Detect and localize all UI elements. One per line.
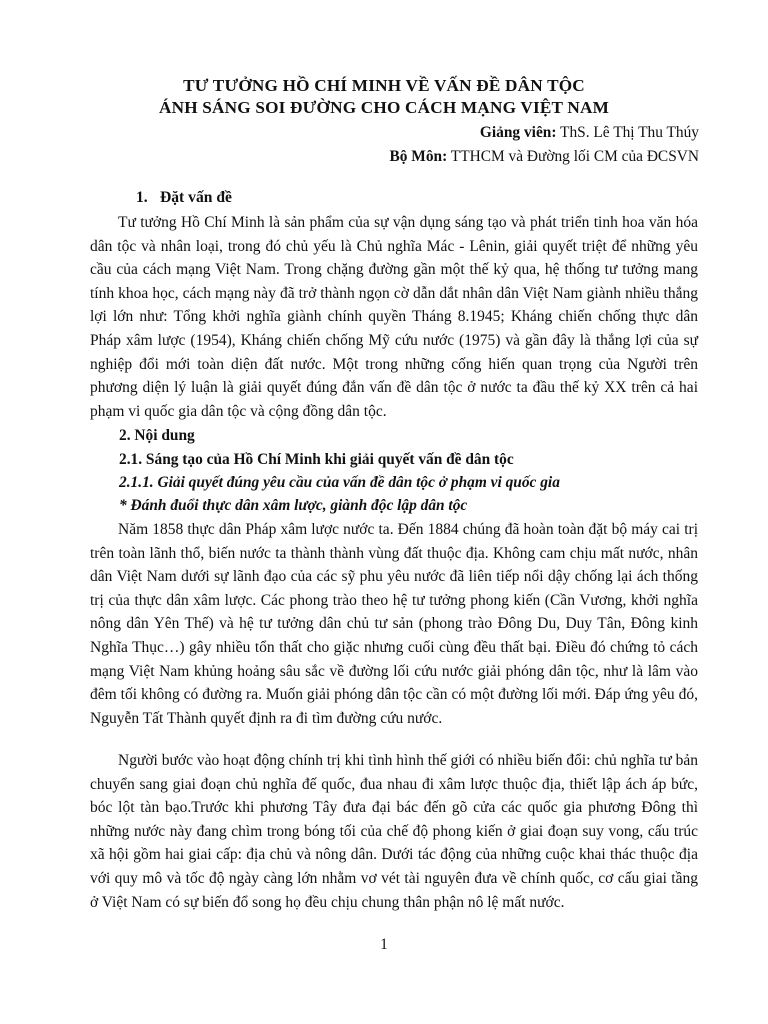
department-label: Bộ Môn: (389, 148, 448, 165)
section-1-paragraph: Tư tưởng Hồ Chí Minh là sản phẩm của sự vận dụng sáng tạo và phát triển tinh hoa văn hóa dân tộc và nhân loại, trong đó chủ yếu là Chủ nghĩa Mác - Lênin, giải quyết triệt để những yêu cầu của cách mạng Việt Nam. Trong chặng đường gần một thế kỷ qua, hệ thống tư tưởng mang tính khoa học, cách mạng này đã trở thành ngọn cờ dẫn dắt nhân dân Việt Nam giành nhiều thắng lợi lớn như: Tổng khởi nghĩa giành chính quyền Tháng 8.1945; Kháng chiến chống thực dân Pháp xâm lược (1954), Kháng chiến chống Mỹ cứu nước (1975) và gần đây là thắng lợi của sự nghiệp đổi mới toàn diện đất nước. Một trong những cống hiến quan trọng của Người trên phương diện lý luận là giải quyết đúng đắn vấn đề dân tộc ở nước ta đầu thế kỷ XX trên cả hai phạm vi quốc gia dân tộc và cộng đồng dân tộc. (90, 214, 698, 420)
lecturer-label: Giảng viên: (479, 124, 557, 141)
lecturer-name: ThS. Lê Thị Thu Thúy (560, 124, 699, 141)
subsection-2-1-heading: 2.1. Sáng tạo của Hồ Chí Minh khi giải quyết vấn đề dân tộc (119, 451, 514, 468)
lecturer-line (480, 124, 699, 142)
section-1-heading (136, 189, 232, 207)
department-name: TTHCM và Đường lối CM của ĐCSVN (450, 148, 699, 165)
page-number: 1 (380, 936, 388, 953)
document-title-line-2: ÁNH SÁNG SOI ĐƯỜNG CHO CÁCH MẠNG VIỆT NAM (158, 98, 609, 117)
document-title-line-1: TƯ TƯỞNG HỒ CHÍ MINH VỀ VẤN ĐỀ DÂN TỘC (183, 76, 585, 95)
section-2-heading: 2. Nội dung (119, 427, 195, 444)
section-1-number: 1. (136, 189, 148, 206)
department-line (390, 148, 700, 166)
section-2-paragraph-1: Năm 1858 thực dân Pháp xâm lược nước ta. Đến 1884 chúng đã hoàn toàn đặt bộ máy cai trị trên toàn lãnh thổ, biến nước ta thành thành vùng đất thuộc địa. Không cam chịu mất nước, nhân dân Việt Nam dưới sự lãnh đạo của các sỹ phu yêu nước đã liên tiếp nổi dậy chống lại ách thống trị của thực dân xâm lược. Các phong trào theo hệ tư tưởng phong kiến (Cần Vương, khởi nghĩa nông dân Yên Thế) và hệ tư tưởng dân chủ tư sản (phong trào Đông Du, Duy Tân, Đông kinh Nghĩa Thục…) gây nhiều tổn thất cho giặc nhưng cuối cùng đều thất bại. Điều đó chứng tỏ cách mạng Việt Nam khủng hoảng sâu sắc về đường lối cứu nước giải phóng dân tộc, như là lâm vào đêm tối không có đường ra. Muốn giải phóng dân tộc cần có một đường lối mới. Đáp ứng yêu đó, Nguyễn Tất Thành quyết định ra đi tìm đường cứu nước. (90, 521, 698, 727)
section-2-paragraph-2: Người bước vào hoạt động chính trị khi tình hình thế giới có nhiều biến đổi: chủ nghĩa tư bản chuyển sang giai đoạn chủ nghĩa đế quốc, đua nhau đi xâm lược thuộc địa, thiết lập ách áp bức, bóc lột tàn bạo.Trước khi phương Tây đưa đại bác đến gõ cửa các quốc gia phương Đông thì những nước này đang chìm trong bóng tối của chế độ phong kiến ở giai đoạn suy vong, cấu trúc xã hội gồm hai giai cấp: địa chủ và nông dân. Dưới tác động của những cuộc khai thác thuộc địa với quy mô và tốc độ ngày càng lớn nhằm vơ vét tài nguyên đưa về chính quốc, cơ cấu giai tầng ở Việt Nam có sự biến đổ song họ đều chịu chung thân phận nô lệ mất nước. (90, 752, 698, 911)
subsection-2-1-1-heading: 2.1.1. Giải quyết đúng yêu cầu của vấn đề dân tộc ở phạm vi quốc gia (119, 474, 560, 491)
section-1-title: Đặt vấn đề (160, 189, 232, 206)
bullet-heading: * Đánh đuổi thực dân xâm lược, giành độc lập dân tộc (119, 497, 468, 514)
